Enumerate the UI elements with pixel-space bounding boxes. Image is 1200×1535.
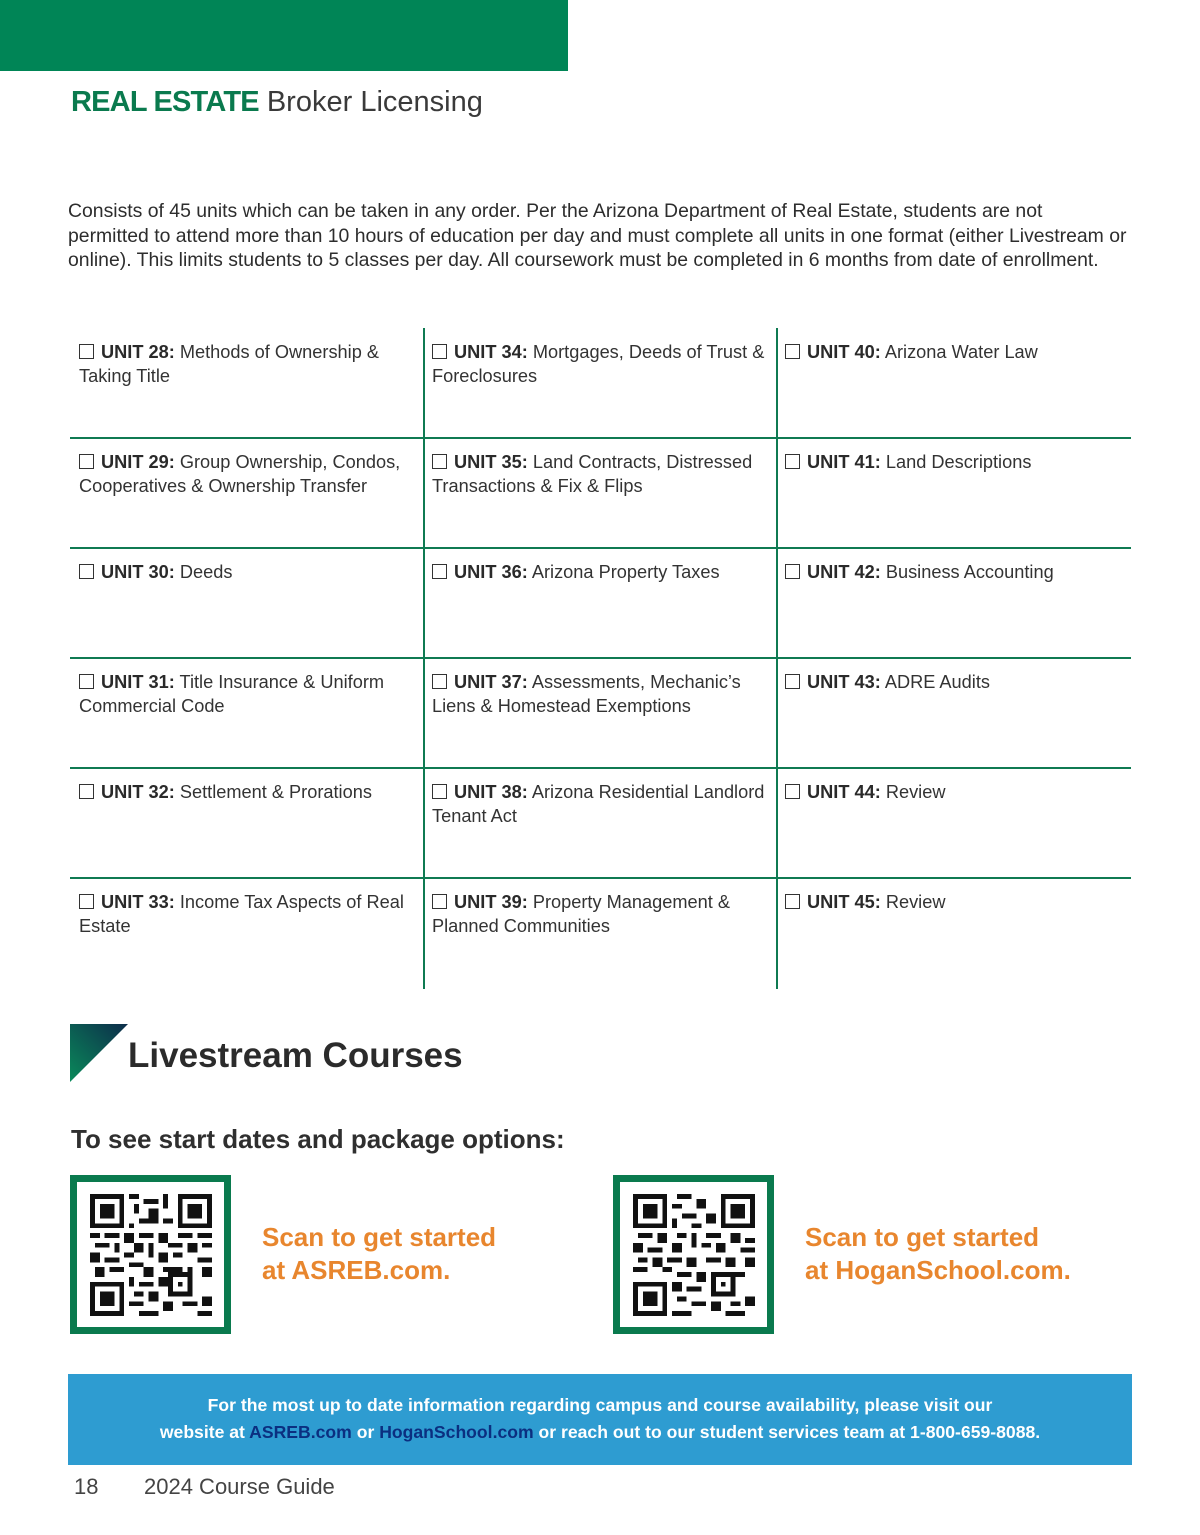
unit-label: UNIT 34: xyxy=(454,342,528,362)
banner-text-mid: or xyxy=(351,1422,380,1442)
asreb-link[interactable]: ASREB.com xyxy=(249,1422,352,1442)
qr-code-hoganschool[interactable] xyxy=(613,1175,774,1334)
unit-label: UNIT 31: xyxy=(101,672,175,692)
unit-title: Arizona Water Law xyxy=(884,342,1038,362)
scan-asreb-line2: at ASREB.com. xyxy=(262,1255,451,1285)
scan-hoganschool-text xyxy=(805,1221,1071,1287)
unit-label: UNIT 43: xyxy=(807,672,881,692)
unit-label: UNIT 39: xyxy=(454,892,528,912)
unit-title: Review xyxy=(885,782,946,802)
page-title-strong: REAL ESTATE xyxy=(71,86,259,118)
unit-item xyxy=(423,878,776,938)
unit-title: Deeds xyxy=(179,562,233,582)
checkbox-icon[interactable] xyxy=(79,674,94,689)
intro-paragraph: Consists of 45 units which can be taken in any order. Per the Arizona Department of Real Estate, students are not permitted to attend more than 10 hours of education per day and must complete all units in one format (either Livestream or online). This limits students to 5 classes per day. All coursework must be completed in 6 months from date of enrollment. xyxy=(68,200,1127,271)
unit-item xyxy=(423,328,776,388)
start-dates-subheading: To see start dates and package options: xyxy=(71,1124,565,1154)
unit-title: Land Contracts, Distressed Transactions & Fix & Flips xyxy=(432,452,753,496)
unit-item xyxy=(776,328,1131,364)
checkbox-icon[interactable] xyxy=(79,344,94,359)
scan-hoganschool-line1: Scan to get started xyxy=(805,1222,1040,1252)
unit-label: UNIT 29: xyxy=(101,452,175,472)
unit-title: Land Descriptions xyxy=(885,452,1032,472)
footer-guide-title: 2024 Course Guide xyxy=(144,1474,335,1499)
checkbox-icon[interactable] xyxy=(79,454,94,469)
qr-code-asreb[interactable] xyxy=(70,1175,231,1334)
unit-label: UNIT 44: xyxy=(807,782,881,802)
unit-label: UNIT 41: xyxy=(807,452,881,472)
unit-item xyxy=(70,658,423,718)
unit-label: UNIT 37: xyxy=(454,672,528,692)
unit-item xyxy=(423,438,776,498)
unit-item xyxy=(776,878,1131,914)
qr-code-icon xyxy=(633,1194,755,1316)
unit-item xyxy=(70,878,423,938)
scan-asreb-text xyxy=(262,1221,496,1287)
unit-title: Arizona Residential Landlord Tenant Act xyxy=(432,782,765,826)
checkbox-icon[interactable] xyxy=(432,564,447,579)
unit-label: UNIT 32: xyxy=(101,782,175,802)
header-color-bar xyxy=(0,0,568,71)
page-number: 18 xyxy=(74,1474,99,1499)
qr-code-icon xyxy=(90,1194,212,1316)
checkbox-icon[interactable] xyxy=(79,784,94,799)
unit-item xyxy=(70,548,423,584)
checkbox-icon[interactable] xyxy=(432,894,447,909)
checkbox-icon[interactable] xyxy=(785,894,800,909)
checkbox-icon[interactable] xyxy=(785,564,800,579)
banner-line2 xyxy=(68,1419,1132,1446)
unit-item xyxy=(776,768,1131,804)
unit-checklist-grid xyxy=(70,328,1131,989)
unit-item xyxy=(776,438,1131,474)
unit-label: UNIT 40: xyxy=(807,342,881,362)
unit-item xyxy=(776,658,1131,694)
unit-title: ADRE Audits xyxy=(884,672,990,692)
unit-item xyxy=(423,768,776,828)
unit-label: UNIT 42: xyxy=(807,562,881,582)
unit-label: UNIT 35: xyxy=(454,452,528,472)
hoganschool-link[interactable]: HoganSchool.com xyxy=(379,1422,534,1442)
banner-line1: For the most up to date information regarding campus and course availability, please visit our xyxy=(207,1395,993,1415)
unit-title: Methods of Ownership & Taking Title xyxy=(79,342,379,386)
unit-item xyxy=(70,328,423,388)
unit-label: UNIT 45: xyxy=(807,892,881,912)
unit-title: Title Insurance & Uniform Commercial Code xyxy=(79,672,385,716)
unit-title: Assessments, Mechanic’s Liens & Homestead Exemptions xyxy=(432,672,741,716)
unit-item xyxy=(70,768,423,804)
unit-title: Arizona Property Taxes xyxy=(531,562,720,582)
unit-title: Mortgages, Deeds of Trust & Foreclosures xyxy=(432,342,765,386)
checkbox-icon[interactable] xyxy=(432,344,447,359)
unit-title: Settlement & Prorations xyxy=(179,782,372,802)
checkbox-icon[interactable] xyxy=(79,564,94,579)
unit-title: Income Tax Aspects of Real Estate xyxy=(79,892,404,936)
unit-label: UNIT 33: xyxy=(101,892,175,912)
unit-label: UNIT 30: xyxy=(101,562,175,582)
scan-asreb-line1: Scan to get started xyxy=(262,1222,497,1252)
unit-label: UNIT 28: xyxy=(101,342,175,362)
page-title-light: Broker Licensing xyxy=(266,86,483,118)
checkbox-icon[interactable] xyxy=(432,784,447,799)
unit-item xyxy=(423,548,776,584)
checkbox-icon[interactable] xyxy=(785,344,800,359)
livestream-heading: Livestream Courses xyxy=(128,1036,463,1075)
unit-title: Property Management & Planned Communities xyxy=(432,892,730,936)
info-banner xyxy=(68,1374,1132,1465)
checkbox-icon[interactable] xyxy=(785,784,800,799)
section-triangle-icon xyxy=(70,1024,128,1082)
checkbox-icon[interactable] xyxy=(79,894,94,909)
checkbox-icon[interactable] xyxy=(432,454,447,469)
unit-item xyxy=(776,548,1131,584)
unit-item xyxy=(423,658,776,718)
banner-text-pre: website at xyxy=(159,1422,250,1442)
checkbox-icon[interactable] xyxy=(785,674,800,689)
unit-label: UNIT 38: xyxy=(454,782,528,802)
unit-title: Business Accounting xyxy=(885,562,1054,582)
scan-hoganschool-line2: at HoganSchool.com. xyxy=(805,1255,1071,1285)
unit-label: UNIT 36: xyxy=(454,562,528,582)
checkbox-icon[interactable] xyxy=(432,674,447,689)
unit-item xyxy=(70,438,423,498)
checkbox-icon[interactable] xyxy=(785,454,800,469)
unit-title: Review xyxy=(885,892,946,912)
page-title xyxy=(71,86,483,119)
banner-text-post: or reach out to our student services team at 1-800-659-8088. xyxy=(533,1422,1041,1442)
unit-title: Group Ownership, Condos, Cooperatives & Ownership Transfer xyxy=(79,452,401,496)
